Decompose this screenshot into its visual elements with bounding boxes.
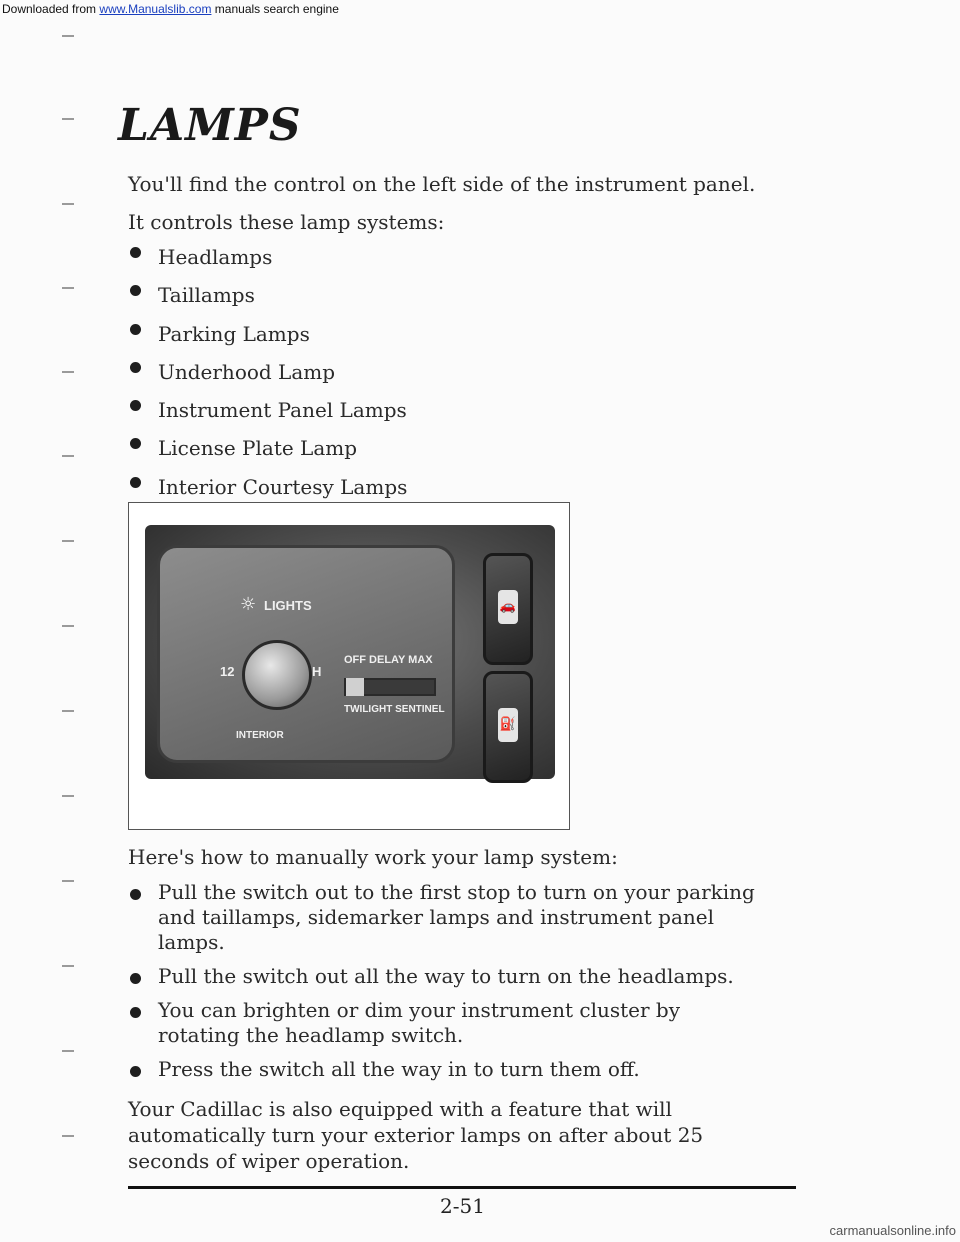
intro-text: You'll find the control on the left side of the instrument panel. xyxy=(128,172,756,196)
list-item xyxy=(128,998,768,1048)
fuel-door-button xyxy=(483,671,533,783)
page-rule xyxy=(128,1186,796,1189)
lamp-label: Instrument Panel Lamps xyxy=(158,398,407,423)
margin-tick xyxy=(62,880,74,882)
bullet-icon xyxy=(130,477,141,488)
bullet-icon xyxy=(130,1007,141,1018)
twilight-sentinel-label: TWILIGHT SENTINEL xyxy=(344,704,445,715)
bullet-icon xyxy=(130,362,141,373)
bullet-icon xyxy=(130,438,141,449)
margin-tick xyxy=(62,710,74,712)
lamp-label: Underhood Lamp xyxy=(158,359,336,384)
lamp-label: Headlamps xyxy=(158,245,273,269)
list-item xyxy=(128,238,407,276)
interior-label: INTERIOR xyxy=(236,730,284,741)
delay-options-label: OFF DELAY MAX xyxy=(344,654,433,666)
bullet-icon xyxy=(130,973,141,984)
list-item xyxy=(128,964,768,989)
lamp-control-photo xyxy=(145,525,555,779)
step-text: Pull the switch out to the first stop to turn on your parking and taillamps, sidemarker lamps and instrument panel lamps. xyxy=(158,880,755,954)
list-item xyxy=(128,429,407,467)
lights-label: LIGHTS xyxy=(264,598,312,613)
closing-text: Your Cadillac is also equipped with a feature that will automatically turn your exterior lamps on after about 25 seconds of wiper operation. xyxy=(128,1097,704,1173)
bullet-icon xyxy=(130,889,141,900)
sun-icon: ☼ xyxy=(240,594,257,615)
margin-tick xyxy=(62,1050,74,1052)
slider-thumb xyxy=(346,678,364,696)
manualslib-link[interactable]: www.Manualslib.com xyxy=(99,2,212,16)
margin-tick xyxy=(62,795,74,797)
twilight-slider xyxy=(344,678,436,696)
bullet-icon xyxy=(130,247,141,258)
bullet-icon xyxy=(130,285,141,296)
list-item xyxy=(128,276,407,314)
bullet-icon xyxy=(130,400,141,411)
margin-tick xyxy=(62,35,74,37)
list-item xyxy=(128,391,407,429)
margin-tick xyxy=(62,287,74,289)
car-trunk-icon: 🚗 xyxy=(498,590,518,624)
fuel-pump-icon: ⛽ xyxy=(498,708,518,742)
download-header xyxy=(0,0,341,16)
trunk-release-button xyxy=(483,553,533,665)
lamp-control-figure xyxy=(128,502,570,830)
step-text: You can brighten or dim your instrument cluster by rotating the headlamp switch. xyxy=(158,998,681,1047)
knob-high-label: H xyxy=(312,664,322,679)
knob-low-label: 12 xyxy=(220,664,235,679)
headlamp-switch-panel xyxy=(157,545,455,763)
margin-tick xyxy=(62,1135,74,1137)
list-item xyxy=(128,468,407,506)
margin-tick xyxy=(62,540,74,542)
list-item xyxy=(128,315,407,353)
step-text: Press the switch all the way in to turn them off. xyxy=(158,1057,640,1081)
list-item xyxy=(128,353,407,391)
lamp-label: Interior Courtesy Lamps xyxy=(158,474,408,499)
list-item xyxy=(128,880,768,955)
margin-tick xyxy=(62,118,74,120)
bullet-icon xyxy=(130,1066,141,1077)
page-title: LAMPS xyxy=(118,100,302,151)
page-number: 2-51 xyxy=(440,1194,485,1218)
margin-tick xyxy=(62,625,74,627)
lamp-systems-list xyxy=(128,238,407,506)
lamp-label: License Plate Lamp xyxy=(158,436,358,461)
header-suffix: manuals search engine xyxy=(214,2,339,16)
step-text: Pull the switch out all the way to turn on the headlamps. xyxy=(158,964,734,988)
site-watermark: carmanualsonline.info xyxy=(829,1223,956,1238)
bullet-icon xyxy=(130,324,141,335)
lamp-label: Taillamps xyxy=(158,283,255,308)
header-prefix: Downloaded from xyxy=(2,2,97,16)
margin-tick-marks xyxy=(62,0,82,1242)
margin-tick xyxy=(62,965,74,967)
intro-list-lead: It controls these lamp systems: xyxy=(128,210,445,234)
margin-tick xyxy=(62,203,74,205)
margin-tick xyxy=(62,371,74,373)
lamp-label: Parking Lamps xyxy=(158,321,310,346)
margin-tick xyxy=(62,455,74,457)
lamp-operation-steps xyxy=(128,880,768,1091)
headlamp-knob xyxy=(242,640,312,710)
list-item xyxy=(128,1057,768,1082)
howto-text: Here's how to manually work your lamp system: xyxy=(128,845,618,869)
